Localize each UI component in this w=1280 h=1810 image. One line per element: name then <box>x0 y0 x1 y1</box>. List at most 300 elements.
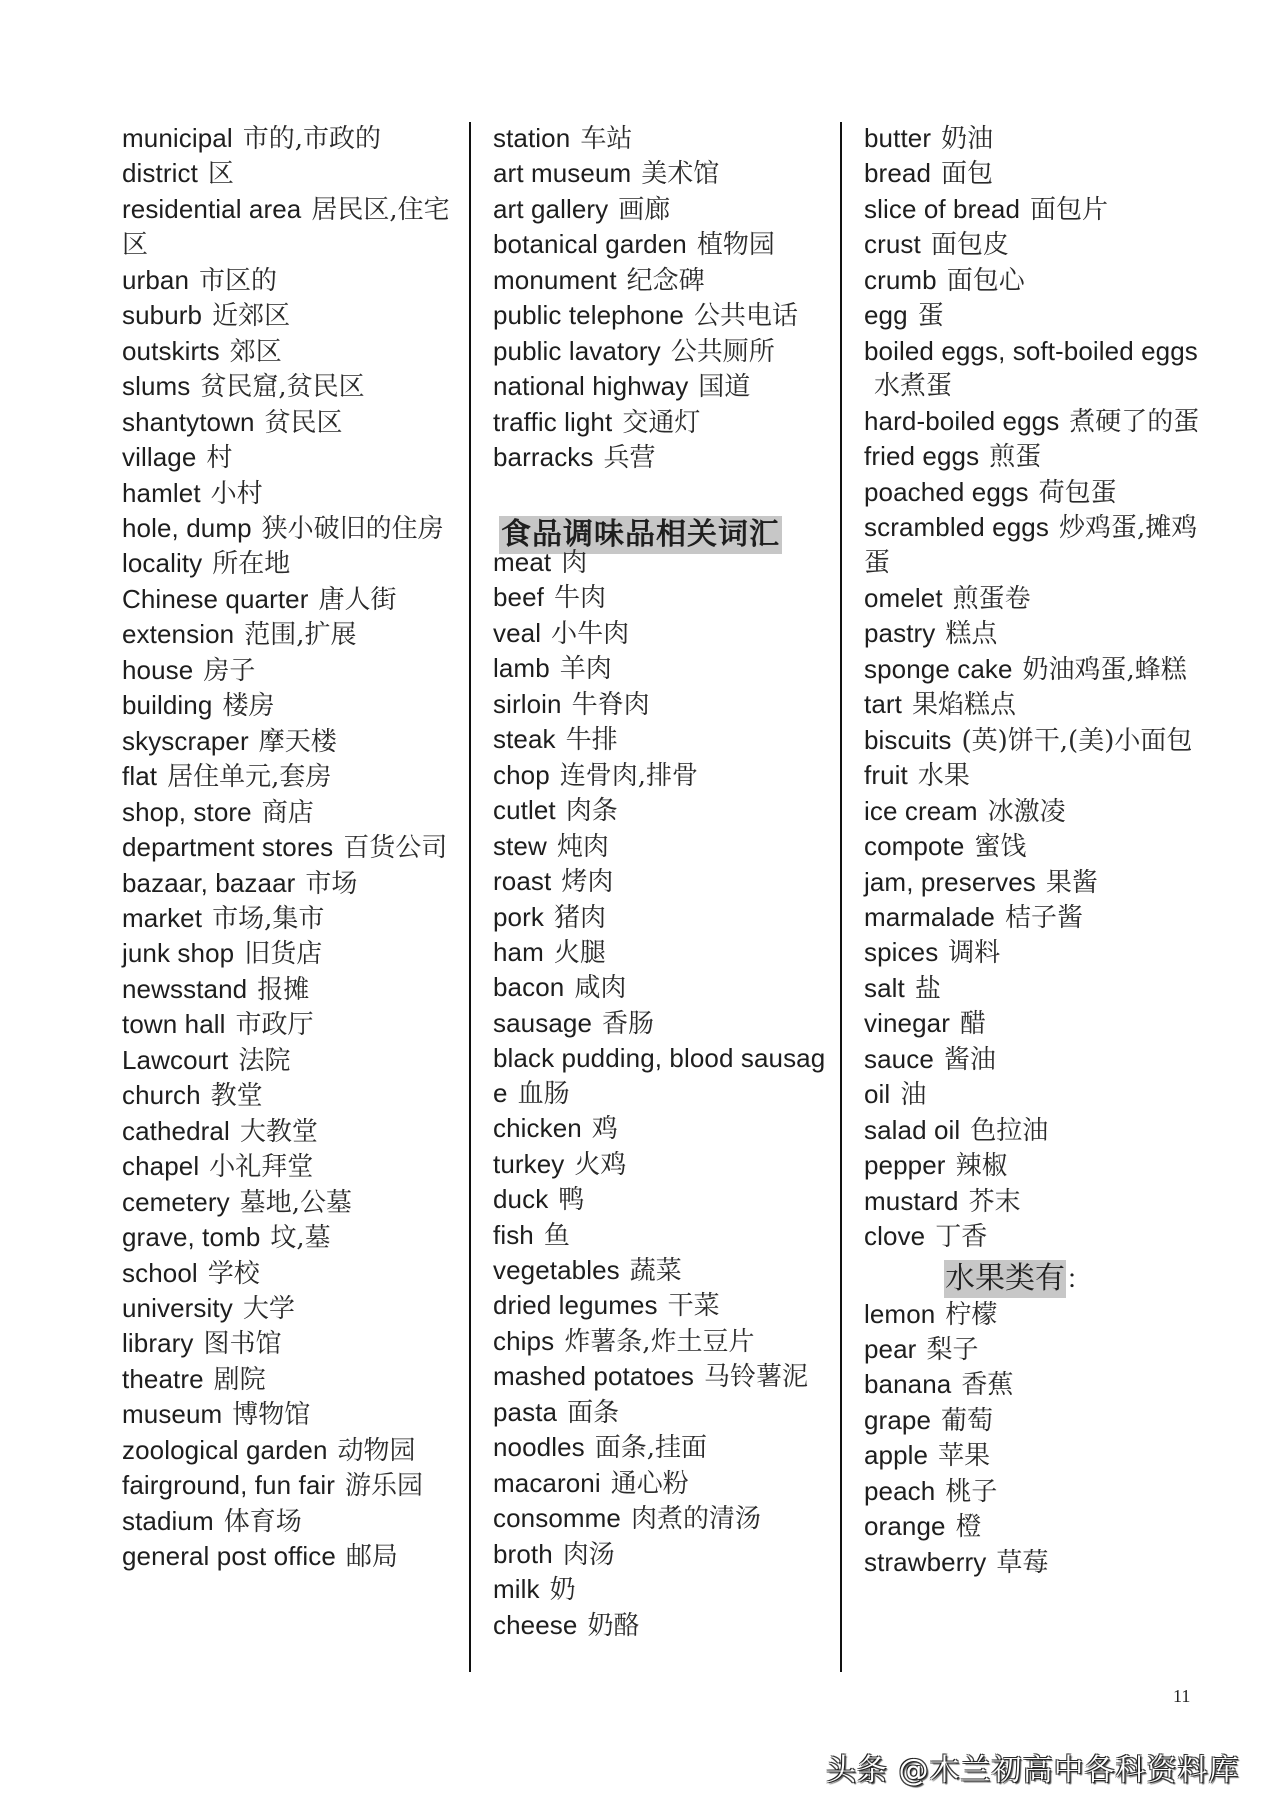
section-heading-food <box>493 510 833 552</box>
vocab-entry <box>493 1466 833 1501</box>
english-term: university <box>122 1292 233 1323</box>
english-term: black pudding, blood sausage <box>493 1043 826 1108</box>
chinese-translation: 房子 <box>203 655 256 686</box>
vocab-entry <box>864 1042 1204 1077</box>
vocab-entry <box>122 192 457 263</box>
vocab-entry <box>864 758 1204 793</box>
chinese-translation: 兵营 <box>603 443 656 474</box>
chinese-translation: 桔子酱 <box>1004 902 1083 933</box>
vocab-entry <box>493 793 833 828</box>
english-term: pepper <box>864 1150 946 1181</box>
english-term: chicken <box>493 1113 582 1144</box>
vocab-entry <box>864 971 1204 1006</box>
chinese-translation: 色拉油 <box>970 1115 1049 1146</box>
english-term: general post office <box>122 1541 336 1572</box>
vocab-entry <box>493 1501 833 1536</box>
chinese-translation: 画廊 <box>618 194 671 225</box>
english-term: jam, preserves <box>864 866 1036 897</box>
english-term: grave, tomb <box>122 1222 261 1253</box>
english-term: meat <box>493 546 552 577</box>
english-term: bacon <box>493 972 565 1003</box>
english-term: shantytown <box>122 406 255 437</box>
english-term: ham <box>493 936 544 967</box>
chinese-translation: 百货公司 <box>343 833 448 864</box>
vocab-entry <box>864 723 1204 758</box>
english-term: house <box>122 654 194 685</box>
vocab-entry <box>864 1509 1204 1544</box>
chinese-translation: 报摊 <box>257 974 310 1005</box>
english-term: cheese <box>493 1609 578 1640</box>
vocab-entry <box>864 935 1204 970</box>
vocab-entry <box>864 1219 1204 1254</box>
chinese-translation: 煎蛋 <box>989 442 1042 473</box>
chinese-translation: 蜜饯 <box>974 832 1027 863</box>
english-term: pork <box>493 901 544 932</box>
chinese-translation: 荷包蛋 <box>1038 477 1117 508</box>
vocab-entry <box>864 1403 1204 1438</box>
chinese-translation: 奶 <box>549 1575 576 1606</box>
english-term: suburb <box>122 300 203 331</box>
vocab-entry <box>122 972 457 1007</box>
chinese-translation: 范围,扩展 <box>244 620 357 651</box>
chinese-translation: 村 <box>206 443 233 474</box>
chinese-translation: 蛋 <box>917 301 944 332</box>
chinese-translation: 连骨肉,排骨 <box>559 760 699 791</box>
english-term: district <box>122 158 198 189</box>
vocab-entry <box>493 227 833 262</box>
vocab-entry <box>864 829 1204 864</box>
vocab-entry <box>493 1147 833 1182</box>
chinese-translation: 公共电话 <box>693 301 798 332</box>
vocab-entry <box>493 970 833 1005</box>
vocab-entry <box>493 687 833 722</box>
chinese-translation: 所在地 <box>212 549 291 580</box>
english-term: flat <box>122 761 158 792</box>
vocab-entry <box>122 1043 457 1078</box>
chinese-translation: 植物园 <box>696 230 775 261</box>
english-term: botanical garden <box>493 229 687 260</box>
english-term: national highway <box>493 371 689 402</box>
vocab-column-food-fruit <box>864 121 1204 1580</box>
english-term: mustard <box>864 1185 959 1216</box>
vocab-entry <box>122 369 457 404</box>
english-term: fruit <box>864 760 908 791</box>
english-term: banana <box>864 1369 952 1400</box>
english-term: slice of bread <box>864 193 1021 224</box>
chinese-translation: 炖肉 <box>556 831 609 862</box>
english-term: cemetery <box>122 1186 230 1217</box>
vocab-entry <box>122 724 457 759</box>
english-term: tart <box>864 689 902 720</box>
chinese-translation: 盐 <box>914 973 941 1004</box>
english-term: consomme <box>493 1503 621 1534</box>
vocab-entry <box>122 1220 457 1255</box>
chinese-translation: 小牛肉 <box>551 618 630 649</box>
chinese-translation: 法院 <box>238 1045 291 1076</box>
section-heading-text: 水果类有 <box>945 1260 1065 1296</box>
chinese-translation: 芥末 <box>968 1186 1021 1217</box>
english-term: hamlet <box>122 477 201 508</box>
vocab-entry <box>493 263 833 298</box>
english-term: oil <box>864 1079 891 1110</box>
vocab-entry <box>864 865 1204 900</box>
chinese-translation: 学校 <box>207 1258 260 1289</box>
chinese-translation: 鸡 <box>591 1114 618 1145</box>
english-term: pastry <box>864 618 936 649</box>
english-term: chop <box>493 759 550 790</box>
chinese-translation: 坟,墓 <box>270 1223 331 1254</box>
vocab-entry <box>864 121 1204 156</box>
vocab-entry <box>864 1113 1204 1148</box>
english-term: noodles <box>493 1432 585 1463</box>
english-term: town hall <box>122 1009 226 1040</box>
english-term: monument <box>493 264 617 295</box>
english-term: shop, store <box>122 796 252 827</box>
vocab-entry <box>493 758 833 793</box>
english-term: omelet <box>864 582 943 613</box>
chinese-translation: 近郊区 <box>212 301 291 332</box>
english-term: strawberry <box>864 1546 987 1577</box>
chinese-translation: 调料 <box>948 938 1001 969</box>
chinese-translation: 牛脊肉 <box>571 689 650 720</box>
chinese-translation: 游乐园 <box>345 1471 424 1502</box>
chinese-translation: 桃子 <box>945 1476 998 1507</box>
vocab-entry <box>864 1367 1204 1402</box>
english-term: hole, dump <box>122 512 252 543</box>
chinese-translation: 葡萄 <box>941 1405 994 1436</box>
vocab-entry <box>493 1253 833 1288</box>
vocab-entry <box>493 651 833 686</box>
chinese-translation: 柠檬 <box>945 1299 998 1330</box>
vocab-entry <box>864 510 1204 581</box>
vocab-entry <box>122 1539 457 1574</box>
english-term: Lawcourt <box>122 1044 229 1075</box>
chinese-translation: 香蕉 <box>961 1370 1014 1401</box>
vocab-entry <box>122 617 457 652</box>
chinese-translation: 面包心 <box>946 265 1025 296</box>
english-term: ice cream <box>864 795 978 826</box>
english-term: zoological garden <box>122 1434 328 1465</box>
vocab-entry <box>864 156 1204 191</box>
english-term: Chinese quarter <box>122 583 309 614</box>
english-term: art museum <box>493 158 632 189</box>
vocab-entry <box>493 334 833 369</box>
english-term: municipal <box>122 123 233 153</box>
vocab-entry <box>864 263 1204 298</box>
english-term: public lavatory <box>493 335 661 366</box>
chinese-translation: 火鸡 <box>574 1149 627 1180</box>
vocab-entry <box>122 901 457 936</box>
chinese-translation: 通心粉 <box>610 1468 689 1499</box>
english-term: outskirts <box>122 335 220 366</box>
vocab-entry <box>864 1474 1204 1509</box>
vocab-entry <box>864 687 1204 722</box>
chinese-translation: 香肠 <box>602 1008 655 1039</box>
chinese-translation: 市政厅 <box>235 1010 314 1041</box>
chinese-translation: 商店 <box>261 797 314 828</box>
chinese-translation: 博物馆 <box>232 1400 311 1431</box>
chinese-translation: 交通灯 <box>622 407 701 438</box>
vocab-entry <box>864 1077 1204 1112</box>
vocab-entry <box>493 192 833 227</box>
english-term: crust <box>864 229 921 260</box>
english-term: skyscraper <box>122 725 249 756</box>
vocab-entry <box>493 722 833 757</box>
chinese-translation: 醋 <box>959 1009 986 1040</box>
vocab-entry <box>122 1114 457 1149</box>
chinese-translation: 贫民窟,贫民区 <box>200 372 365 403</box>
vocab-entry <box>122 298 457 333</box>
chinese-translation: 邮局 <box>345 1542 398 1573</box>
chinese-translation: 炒鸡蛋,摊鸡蛋 <box>864 512 1198 579</box>
english-term: newsstand <box>122 973 248 1004</box>
english-term: orange <box>864 1511 946 1542</box>
chinese-translation: 大教堂 <box>239 1116 318 1147</box>
chinese-translation: (英)饼干,(美)小面包 <box>961 725 1193 756</box>
chinese-translation: 梨子 <box>926 1334 979 1365</box>
vocab-entry <box>493 1006 833 1041</box>
chinese-translation: 丁香 <box>935 1222 988 1253</box>
english-term: spices <box>864 937 939 968</box>
chinese-translation: 牛排 <box>565 725 618 756</box>
english-term: market <box>122 902 203 933</box>
english-term: mashed potatoes <box>493 1361 694 1392</box>
chinese-translation: 奶油 <box>941 124 994 154</box>
vocab-entry <box>493 1537 833 1572</box>
chinese-translation: 面包片 <box>1030 194 1109 225</box>
chinese-translation: 面包皮 <box>930 230 1009 261</box>
english-term: stew <box>493 830 547 861</box>
english-term: crumb <box>864 264 937 295</box>
chinese-translation: 橙 <box>955 1512 982 1543</box>
english-term: chips <box>493 1325 555 1356</box>
chinese-translation: 郊区 <box>229 336 282 367</box>
chinese-translation: 烤肉 <box>561 867 614 898</box>
vocab-entry <box>122 511 457 546</box>
vocab-entry <box>122 1397 457 1432</box>
english-term: dried legumes <box>493 1290 658 1321</box>
vocab-entry <box>864 1184 1204 1219</box>
vocab-column-places <box>122 121 457 1575</box>
vocab-entry <box>122 936 457 971</box>
vocab-entry <box>493 1430 833 1465</box>
vocab-entry <box>493 1288 833 1323</box>
vocab-entry <box>864 439 1204 474</box>
vocab-entry <box>122 1468 457 1503</box>
english-term: veal <box>493 617 542 648</box>
chinese-translation: 小村 <box>210 478 263 509</box>
vocab-entry <box>864 794 1204 829</box>
vocab-entry <box>493 440 833 475</box>
vocab-entry <box>122 1326 457 1361</box>
chinese-translation: 大学 <box>242 1293 295 1324</box>
vocab-entry <box>493 864 833 899</box>
vocab-entry <box>493 369 833 404</box>
vocab-entry <box>122 405 457 440</box>
english-term: boiled eggs, soft-boiled eggs <box>864 335 1198 366</box>
english-term: egg <box>864 300 908 331</box>
chinese-translation: 墓地,公墓 <box>239 1187 352 1218</box>
english-term: sausage <box>493 1007 592 1038</box>
english-term: cathedral <box>122 1115 230 1146</box>
vocab-entry <box>864 581 1204 616</box>
english-term: poached eggs <box>864 476 1029 507</box>
vocab-entry <box>864 475 1204 510</box>
chinese-translation: 面包 <box>941 159 994 190</box>
english-term: urban <box>122 264 189 295</box>
english-term: stadium <box>122 1505 214 1536</box>
vocab-entry <box>122 156 457 191</box>
chinese-translation: 车站 <box>580 124 633 154</box>
chinese-translation: 苹果 <box>938 1441 991 1472</box>
chinese-translation: 猪肉 <box>553 902 606 933</box>
vocab-entry <box>493 829 833 864</box>
chinese-translation: 市场,集市 <box>212 903 325 934</box>
vocab-entry <box>122 476 457 511</box>
english-term: scrambled eggs <box>864 511 1049 542</box>
vocab-entry <box>122 688 457 723</box>
english-term: public telephone <box>493 300 684 331</box>
english-term: peach <box>864 1475 936 1506</box>
chinese-translation: 草莓 <box>996 1547 1049 1578</box>
english-term: fairground, fun fair <box>122 1470 336 1501</box>
english-term: department stores <box>122 832 334 863</box>
english-term: macaroni <box>493 1467 601 1498</box>
vocab-entry <box>122 1256 457 1291</box>
chinese-translation: 图书馆 <box>203 1329 282 1360</box>
english-term: lemon <box>864 1298 936 1329</box>
vocab-entry <box>122 263 457 298</box>
vocab-entry <box>122 546 457 581</box>
vocab-entry <box>122 830 457 865</box>
english-term: slums <box>122 371 191 402</box>
section-heading-text: 食品调味品相关词汇 <box>501 516 780 552</box>
chinese-translation: 肉 <box>561 547 588 578</box>
english-term: hard-boiled eggs <box>864 405 1060 436</box>
english-term: vegetables <box>493 1255 620 1286</box>
vocab-entry <box>864 1438 1204 1473</box>
vocab-entry <box>493 1182 833 1217</box>
vocab-entry <box>493 1608 833 1643</box>
chinese-translation: 油 <box>900 1080 927 1111</box>
chinese-translation: 剧院 <box>213 1364 266 1395</box>
vocab-entry <box>864 227 1204 262</box>
english-term: pasta <box>493 1396 558 1427</box>
chinese-translation: 纪念碑 <box>626 265 705 296</box>
chinese-translation: 公共厕所 <box>670 336 775 367</box>
english-term: junk shop <box>122 938 235 969</box>
chinese-translation: 果焰糕点 <box>911 690 1016 721</box>
chinese-translation: 美术馆 <box>641 159 720 190</box>
chinese-translation: 干菜 <box>667 1291 720 1322</box>
chinese-translation: 肉煮的清汤 <box>630 1504 761 1535</box>
chinese-translation: 辣椒 <box>955 1151 1008 1182</box>
chinese-translation: 面条,挂面 <box>594 1433 708 1464</box>
chinese-translation: 肉条 <box>565 796 618 827</box>
vocab-entry <box>493 1395 833 1430</box>
chinese-translation: 市的,市政的 <box>242 124 381 154</box>
english-term: fish <box>493 1219 534 1250</box>
chinese-translation: 贫民区 <box>264 407 343 438</box>
english-term: sirloin <box>493 688 562 719</box>
english-term: vinegar <box>864 1008 950 1039</box>
chinese-translation: 羊肉 <box>559 654 612 685</box>
english-term: sauce <box>864 1043 934 1074</box>
english-term: turkey <box>493 1148 565 1179</box>
english-term: locality <box>122 548 203 579</box>
vocab-entry <box>864 652 1204 687</box>
english-term: residential area <box>122 193 302 224</box>
english-term: station <box>493 123 571 153</box>
vocab-entry <box>864 1006 1204 1041</box>
vocab-entry <box>864 616 1204 651</box>
english-term: village <box>122 442 197 473</box>
vocab-entry <box>122 334 457 369</box>
english-term: broth <box>493 1538 553 1569</box>
section-gap <box>493 476 833 510</box>
vocab-entry <box>493 298 833 333</box>
english-term: beef <box>493 582 545 613</box>
vocab-entry <box>493 1572 833 1607</box>
vocab-entry <box>122 1149 457 1184</box>
english-term: butter <box>864 123 932 153</box>
vocab-entry <box>864 900 1204 935</box>
chinese-translation: 唐人街 <box>318 584 397 615</box>
chinese-translation: 蔬菜 <box>629 1256 682 1287</box>
chinese-translation: 水煮蛋 <box>874 371 953 402</box>
chinese-translation: 果酱 <box>1045 867 1098 898</box>
vocab-entry <box>493 1111 833 1146</box>
english-term: biscuits <box>864 724 952 755</box>
english-term: steak <box>493 724 556 755</box>
english-term: pear <box>864 1333 917 1364</box>
english-term: building <box>122 690 213 721</box>
vocab-entry <box>864 334 1204 404</box>
chinese-translation: 小礼拜堂 <box>209 1152 314 1183</box>
vocab-entry <box>122 440 457 475</box>
chinese-translation: 面条 <box>567 1397 620 1428</box>
vocab-entry <box>122 1185 457 1220</box>
chinese-translation: 炸薯条,炸土豆片 <box>564 1326 755 1357</box>
vocab-entry <box>493 1324 833 1359</box>
chinese-translation: 咸肉 <box>574 973 627 1004</box>
vocab-entry <box>864 1148 1204 1183</box>
vocab-entry <box>122 1504 457 1539</box>
vocab-entry <box>864 1297 1204 1332</box>
english-term: duck <box>493 1184 549 1215</box>
vocab-entry <box>122 582 457 617</box>
vocab-entry <box>493 121 833 156</box>
chinese-translation: 居住单元,套房 <box>167 762 332 793</box>
vocab-entry <box>493 1359 833 1394</box>
chinese-translation: 鸭 <box>558 1185 585 1216</box>
column-divider <box>469 122 471 1672</box>
chinese-translation: 马铃薯泥 <box>703 1362 808 1393</box>
vocab-entry <box>122 1291 457 1326</box>
chinese-translation: 奶油鸡蛋,蜂糕 <box>1022 654 1187 685</box>
chinese-translation: 奶酪 <box>587 1610 640 1641</box>
section-heading-fruit <box>864 1259 1204 1297</box>
vocab-entry <box>864 1545 1204 1580</box>
vocab-entry <box>493 1218 833 1253</box>
chinese-translation: 火腿 <box>553 937 606 968</box>
chinese-translation: 国道 <box>698 372 751 403</box>
chinese-translation: 鱼 <box>543 1220 570 1251</box>
vocab-entry <box>122 795 457 830</box>
english-term: milk <box>493 1574 540 1605</box>
english-term: compote <box>864 831 965 862</box>
vocab-entry <box>122 1362 457 1397</box>
